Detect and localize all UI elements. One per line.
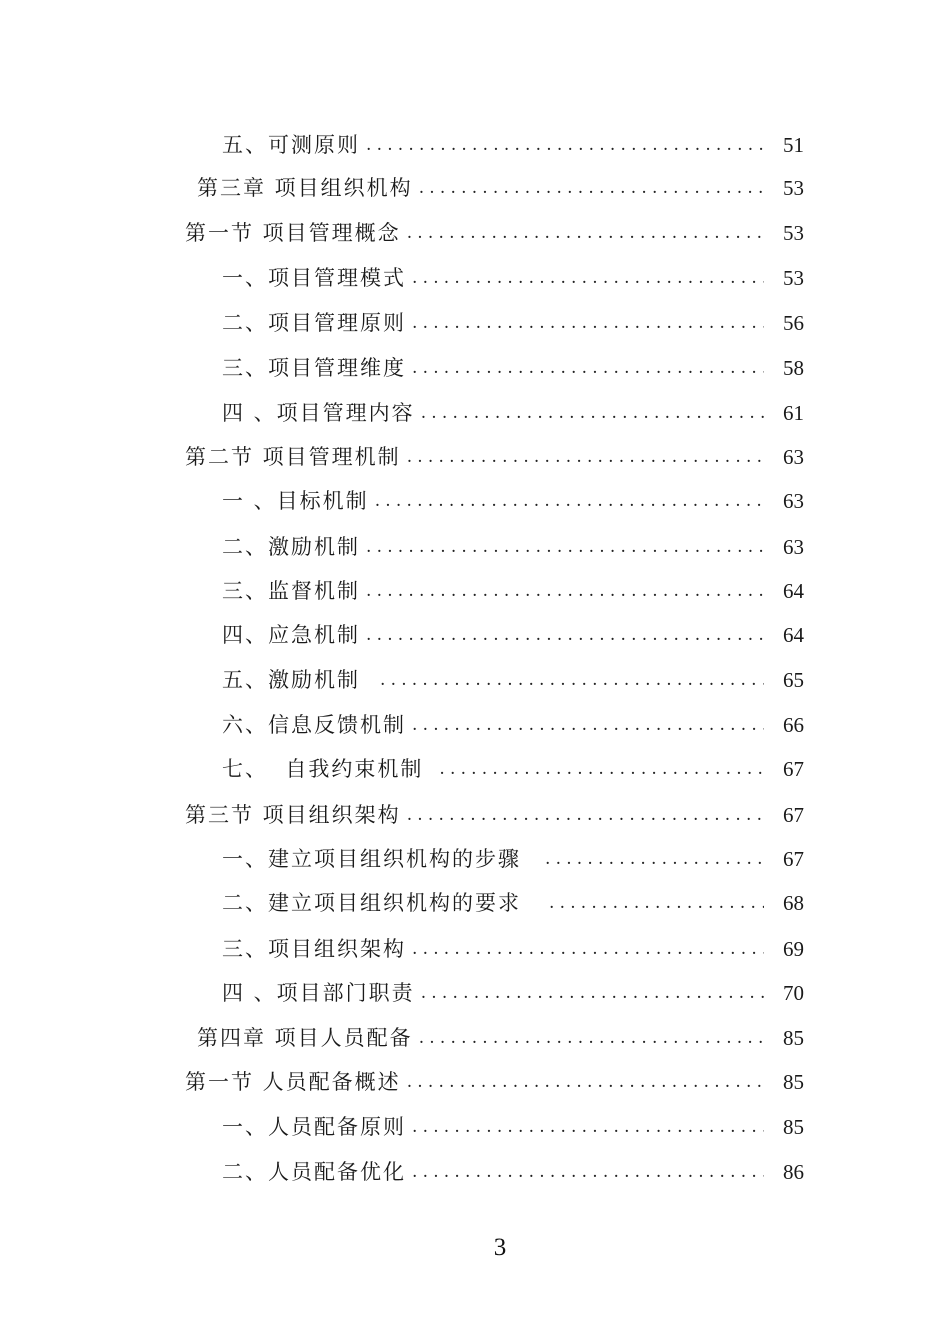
- toc-dot-leader: [366, 620, 764, 650]
- toc-entry-title: 第一节 人员配备概述: [185, 1070, 401, 1094]
- toc-entry[interactable]: [222, 576, 804, 606]
- toc-entry-title: 第一节 项目管理概念: [185, 221, 401, 245]
- toc-entry-page: 67: [783, 803, 804, 827]
- toc-dot-leader: [549, 888, 764, 918]
- toc-entry-title: 第二节 项目管理机制: [185, 445, 401, 469]
- toc-entry-title: 第三节 项目组织架构: [185, 803, 401, 827]
- toc-entry-title: 四 、项目部门职责: [222, 981, 415, 1005]
- toc-entry-page: 67: [783, 847, 804, 871]
- toc-entry-page: 66: [783, 713, 804, 737]
- toc-dot-leader: [366, 532, 764, 562]
- toc-dot-leader: [545, 844, 764, 874]
- toc-dot-leader: [375, 486, 764, 516]
- toc-entry-page: 65: [783, 668, 804, 692]
- toc-entry-page: 86: [783, 1160, 804, 1184]
- toc-entry-page: 85: [783, 1026, 804, 1050]
- toc-entry[interactable]: [197, 173, 804, 203]
- toc-entry-page: 56: [783, 311, 804, 335]
- toc-entry-page: 63: [783, 535, 804, 559]
- toc-entry-page: 53: [783, 176, 804, 200]
- toc-entry-title: 一、人员配备原则: [222, 1115, 406, 1139]
- toc-entry-title: 二、建立项目组织机构的要求: [222, 891, 521, 915]
- toc-dot-leader: [421, 398, 764, 428]
- toc-entry-page: 70: [783, 981, 804, 1005]
- toc-entry[interactable]: [222, 844, 804, 874]
- toc-entry[interactable]: [222, 353, 804, 383]
- toc-entry-title: 四、应急机制: [222, 623, 360, 647]
- toc-entry-title: 五、激励机制: [222, 668, 360, 692]
- toc-entry-page: 53: [783, 266, 804, 290]
- toc-dot-leader: [407, 442, 764, 472]
- toc-dot-leader: [412, 353, 764, 383]
- toc-entry-page: 67: [783, 757, 804, 781]
- toc-entry-title: 三、项目组织架构: [222, 937, 406, 961]
- toc-entry-title: 二、项目管理原则: [222, 311, 406, 335]
- toc-dot-leader: [419, 1023, 764, 1053]
- toc-entry[interactable]: [222, 263, 804, 293]
- toc-entry-page: 61: [783, 401, 804, 425]
- toc-entry-page: 69: [783, 937, 804, 961]
- toc-entry[interactable]: [222, 308, 804, 338]
- page-number: 3: [493, 1234, 507, 1261]
- toc-dot-leader: [412, 934, 764, 964]
- toc-entry-page: 68: [783, 891, 804, 915]
- toc-entry[interactable]: [222, 754, 804, 784]
- toc-entry-page: 51: [783, 133, 804, 157]
- toc-entry[interactable]: [222, 665, 804, 695]
- toc-entry-title: 一、建立项目组织机构的步骤: [222, 847, 521, 871]
- toc-entry-page: 85: [783, 1115, 804, 1139]
- toc-entry-title: 六、信息反馈机制: [222, 713, 406, 737]
- toc-entry-page: 63: [783, 489, 804, 513]
- toc-entry[interactable]: [222, 710, 804, 740]
- toc-dot-leader: [419, 173, 764, 203]
- toc-dot-leader: [407, 1067, 764, 1097]
- toc-dot-leader: [412, 710, 764, 740]
- toc-entry-title: 一、项目管理模式: [222, 266, 406, 290]
- toc-entry-page: 85: [783, 1070, 804, 1094]
- toc-dot-leader: [421, 978, 764, 1008]
- toc-dot-leader: [412, 1157, 764, 1187]
- toc-dot-leader: [412, 1112, 764, 1142]
- toc-entry[interactable]: [222, 532, 804, 562]
- toc-entry[interactable]: [222, 1157, 804, 1187]
- toc-entry-page: 53: [783, 221, 804, 245]
- toc-entry-title: 五、可测原则: [222, 133, 360, 157]
- toc-entry[interactable]: [185, 442, 804, 472]
- toc-entry[interactable]: [185, 218, 804, 248]
- toc-entry-title: 七、 自我约束机制: [222, 757, 424, 781]
- toc-entry[interactable]: [222, 486, 804, 516]
- toc-entry[interactable]: [197, 1023, 804, 1053]
- toc-entry-page: 64: [783, 623, 804, 647]
- toc-entry-page: 64: [783, 579, 804, 603]
- toc-entry-title: 一 、目标机制: [222, 489, 369, 513]
- toc-dot-leader: [380, 665, 764, 695]
- toc-entry-title: 第三章 项目组织机构: [197, 176, 413, 200]
- toc-dot-leader: [407, 800, 764, 830]
- toc-entry-title: 第四章 项目人员配备: [197, 1026, 413, 1050]
- toc-dot-leader: [439, 754, 764, 784]
- toc-entry-title: 三、项目管理维度: [222, 356, 406, 380]
- toc-entry-page: 58: [783, 356, 804, 380]
- toc-entry-title: 四 、项目管理内容: [222, 401, 415, 425]
- toc-entry-title: 二、激励机制: [222, 535, 360, 559]
- toc-entry[interactable]: [222, 620, 804, 650]
- toc-dot-leader: [407, 218, 764, 248]
- toc-dot-leader: [366, 576, 764, 606]
- toc-entry-page: 63: [783, 445, 804, 469]
- toc-entry-title: 三、监督机制: [222, 579, 360, 603]
- toc-entry[interactable]: [222, 1112, 804, 1142]
- toc-entry[interactable]: [222, 130, 804, 160]
- toc-dot-leader: [366, 130, 764, 160]
- toc-entry[interactable]: [222, 888, 804, 918]
- toc-dot-leader: [412, 263, 764, 293]
- toc-entry[interactable]: [185, 800, 804, 830]
- toc-entry[interactable]: [222, 978, 804, 1008]
- toc-entry-title: 二、人员配备优化: [222, 1160, 406, 1184]
- toc-entry[interactable]: [222, 934, 804, 964]
- toc-entry[interactable]: [185, 1067, 804, 1097]
- toc-dot-leader: [412, 308, 764, 338]
- toc-entry[interactable]: [222, 398, 804, 428]
